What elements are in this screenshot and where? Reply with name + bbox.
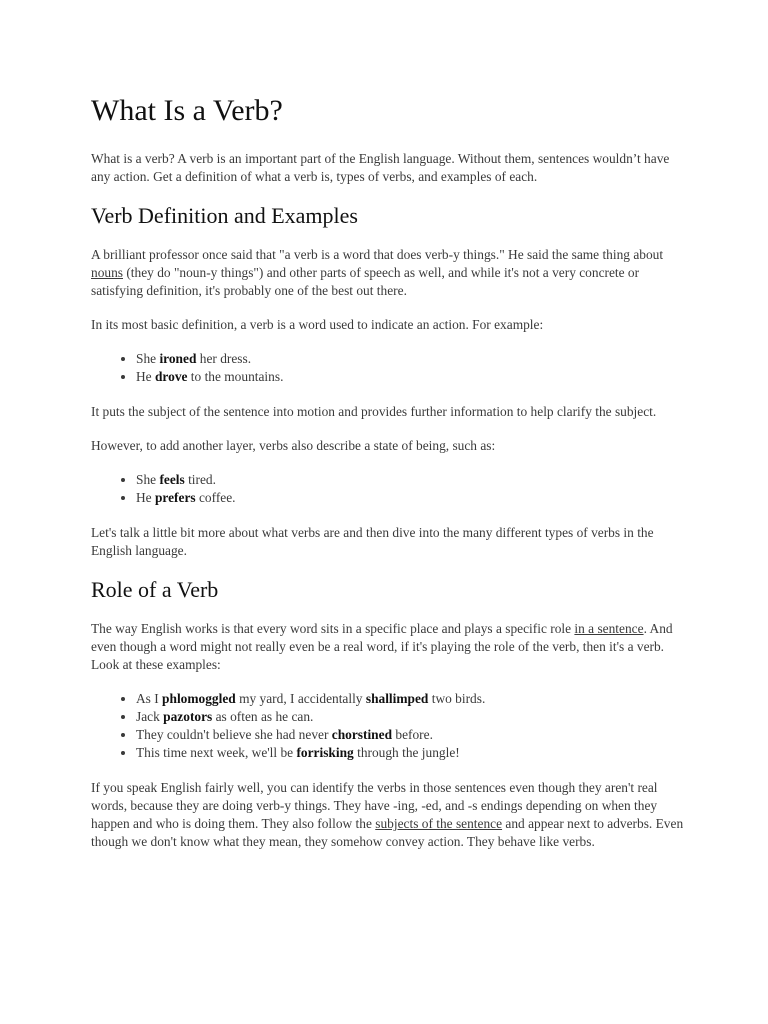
verb-bold: forrisking: [296, 745, 354, 760]
state-paragraph: However, to add another layer, verbs also describe a state of being, such as:: [91, 438, 496, 453]
text-span: If you speak English fairly well, you can identify the verbs in those sentences even though they aren't real words, because they are doing verb-y things. They have -ing, -ed, and -s endings depending on when they happen and who is doing them. They also follow the: [91, 780, 658, 831]
text-span: my yard, I accidentally: [235, 691, 366, 706]
motion-paragraph: It puts the subject of the sentence into motion and provides further information to help clarify the subject.: [91, 404, 657, 419]
page-title: What Is a Verb?: [91, 94, 283, 127]
verb-bold: drove: [154, 369, 188, 384]
text-span: She: [136, 351, 160, 366]
text-span: two birds.: [428, 691, 486, 706]
nouns-link[interactable]: nouns: [91, 265, 123, 280]
text-span: as often as he can.: [212, 709, 314, 724]
article: [91, 92, 691, 867]
text-span: He: [136, 369, 155, 384]
list-item: [136, 368, 691, 386]
role-paragraph: [91, 620, 691, 674]
text-span: A brilliant professor once said that "a verb is a word that does verb-y things." He said the same thing about: [91, 247, 664, 262]
basic-definition-paragraph: In its most basic definition, a verb is a word used to indicate an action. For example:: [91, 317, 544, 332]
state-examples-list: [91, 471, 691, 507]
definition-paragraph: [91, 246, 691, 300]
text-span: . And even though a word might not really even be a real word, if it's playing the role of the verb, then it's a verb. Look at these examples:: [91, 621, 673, 672]
text-span: her dress.: [196, 351, 252, 366]
text-span: He: [136, 490, 155, 505]
nonsense-examples-list: [91, 690, 691, 762]
text-span: to the mountains.: [187, 369, 284, 384]
text-span: Jack: [136, 709, 164, 724]
intro-paragraph: What is a verb? A verb is an important part of the English language. Without them, sentences wouldn’t have any action. Get a definition of what a verb is, types of verbs, and examples of each.: [91, 151, 670, 184]
in-a-sentence-link[interactable]: in a sentence: [574, 621, 644, 636]
section-heading-definition: Verb Definition and Examples: [91, 203, 358, 228]
text-span: before.: [392, 727, 433, 742]
verb-bold: ironed: [159, 351, 197, 366]
list-item: [136, 726, 691, 744]
verb-bold: phlomoggled: [162, 691, 236, 706]
section-heading-role: Role of a Verb: [91, 577, 219, 602]
verb-bold: pazotors: [163, 709, 213, 724]
action-examples-list: [91, 350, 691, 386]
text-span: and appear next to adverbs. Even though we don't know what they mean, they somehow convey action. They behave like verbs.: [91, 816, 684, 849]
list-item: [136, 489, 691, 507]
transition-paragraph: Let's talk a little bit more about what verbs are and then dive into the many different types of verbs in the English language.: [91, 525, 654, 558]
text-span: They couldn't believe she had never: [136, 727, 332, 742]
list-item: [136, 708, 691, 726]
list-item: [136, 744, 691, 762]
text-span: This time next week, we'll be: [136, 745, 297, 760]
subjects-of-the-sentence-link[interactable]: subjects of the sentence: [375, 816, 503, 831]
text-span: She: [136, 472, 160, 487]
text-span: coffee.: [195, 490, 236, 505]
verb-bold: feels: [159, 472, 185, 487]
list-item: [136, 690, 691, 708]
text-span: The way English works is that every word sits in a specific place and plays a specific role: [91, 621, 575, 636]
text-span: (they do "noun-y things") and other parts of speech as well, and while it's not a very concrete or satisfying definition, it's probably one of the best out there.: [91, 265, 640, 298]
text-span: As I: [136, 691, 163, 706]
text-span: tired.: [184, 472, 216, 487]
list-item: [136, 471, 691, 489]
text-span: through the jungle!: [353, 745, 460, 760]
verb-bold: shallimped: [365, 691, 429, 706]
conclusion-paragraph: [91, 779, 691, 851]
verb-bold: chorstined: [331, 727, 393, 742]
verb-bold: prefers: [154, 490, 196, 505]
list-item: [136, 350, 691, 368]
